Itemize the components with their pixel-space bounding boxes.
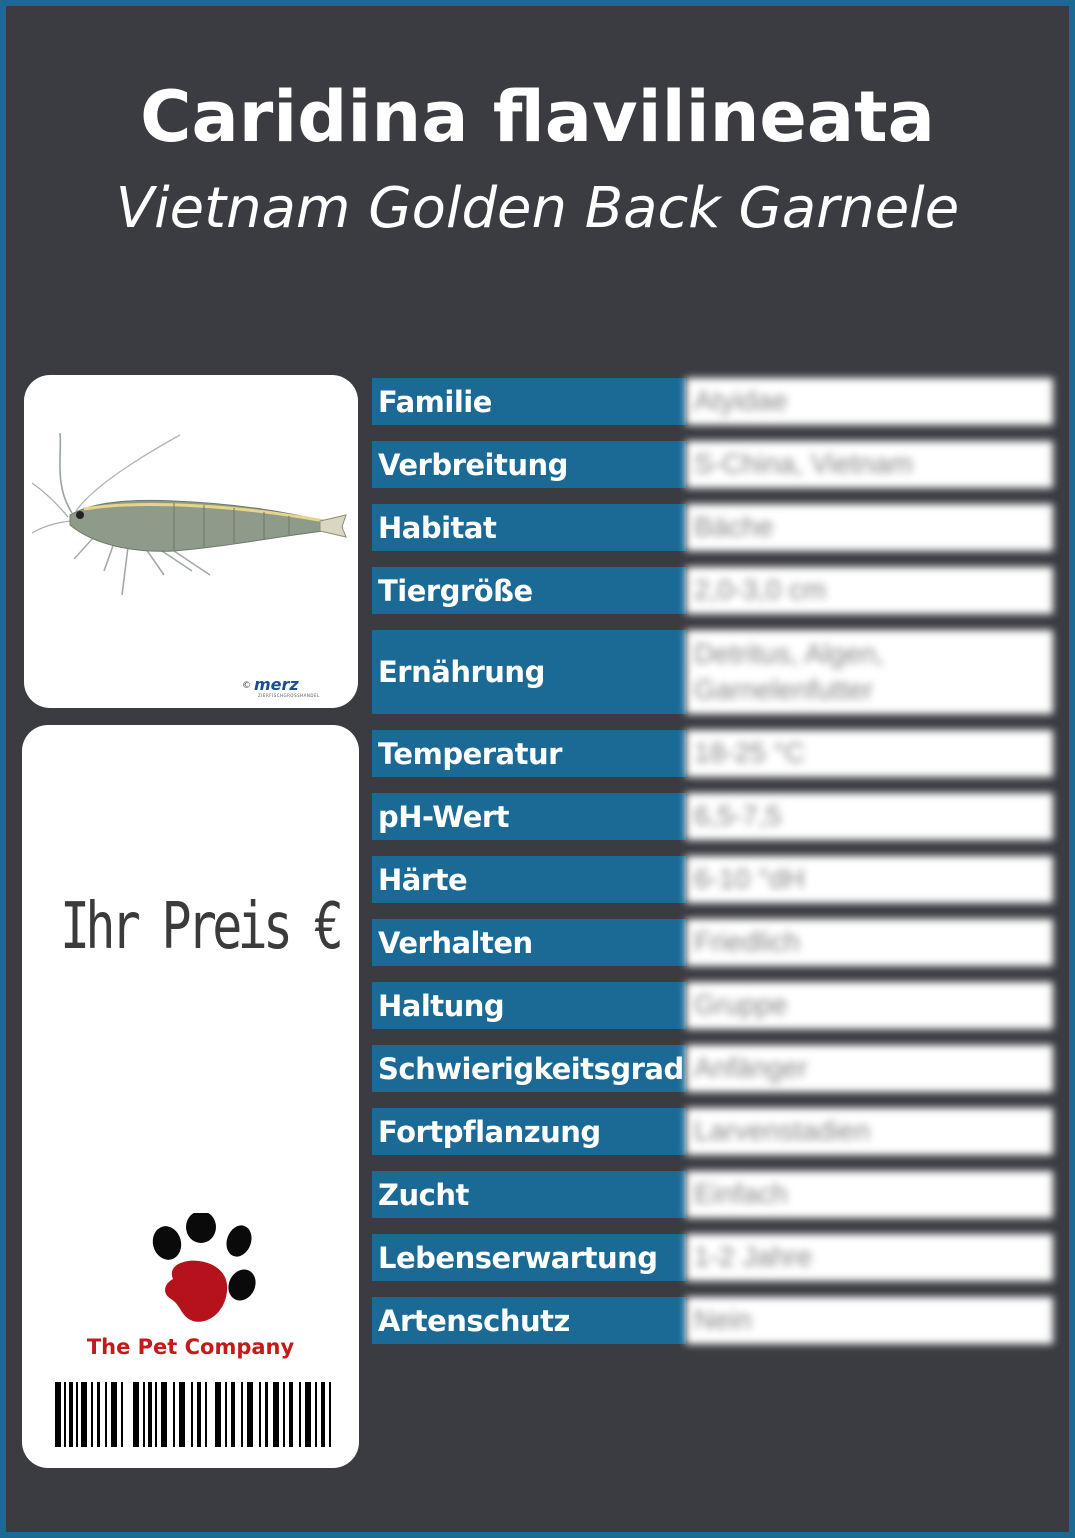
barcode-icon [55, 1382, 335, 1447]
fact-label: Haltung [372, 982, 686, 1029]
price-label: Ihr Preis € [60, 890, 340, 964]
facts-row-ernaehrung [372, 630, 1053, 714]
copyright-symbol: © [242, 681, 251, 691]
fact-value: 2,0-3,0 cm [686, 567, 1053, 614]
fact-label: Verbreitung [372, 441, 686, 488]
shrimp-photo [24, 375, 358, 708]
credit-brand: merz [254, 675, 299, 694]
fact-value: Gruppe [686, 982, 1053, 1029]
fact-value: 6,5-7,5 [686, 793, 1053, 840]
facts-row-tiergroesse [372, 567, 1053, 614]
fact-value: S-China, Vietnam [686, 441, 1053, 488]
fact-value: Einfach [686, 1171, 1053, 1218]
fact-value: Bäche [686, 504, 1053, 551]
fact-label: Schwierigkeitsgrad [372, 1045, 686, 1092]
fact-label: Tiergröße [372, 567, 686, 614]
price-panel [22, 725, 359, 1468]
page-title: Caridina flavilineata [140, 76, 935, 158]
fact-value: Nein [686, 1297, 1053, 1344]
fact-value: Detritus, Algen, Garnelenfutter [686, 630, 1053, 714]
facts-row-habitat [372, 504, 1053, 551]
fact-value: 18-25 °C [686, 730, 1053, 777]
facts-row-fortpflanzung [372, 1108, 1053, 1155]
facts-row-haltung [372, 982, 1053, 1029]
fact-label: Lebenserwartung [372, 1234, 686, 1281]
photo-credit [242, 675, 342, 699]
fact-label: Familie [372, 378, 686, 425]
facts-row-familie [372, 378, 1053, 425]
fact-label: Zucht [372, 1171, 686, 1218]
fact-value: 1-2 Jahre [686, 1234, 1053, 1281]
credit-subtitle: ZIERFISCHGROSSHANDEL [258, 693, 320, 698]
fact-value: Friedlich [686, 919, 1053, 966]
facts-row-temperatur [372, 730, 1053, 777]
fact-value: 6-10 °dH [686, 856, 1053, 903]
fact-value: Anfänger [686, 1045, 1053, 1092]
fact-label: Härte [372, 856, 686, 903]
fact-label: Fortpflanzung [372, 1108, 686, 1155]
company-name: The Pet Company [86, 1335, 295, 1359]
paw-logo-icon [137, 1213, 257, 1333]
fact-label: Ernährung [372, 630, 686, 714]
fact-label: Artenschutz [372, 1297, 686, 1344]
facts-row-artenschutz [372, 1297, 1053, 1344]
facts-row-verhalten [372, 919, 1053, 966]
photo-panel [24, 375, 358, 708]
fact-label: pH-Wert [372, 793, 686, 840]
fact-value: Larvenstadien [686, 1108, 1053, 1155]
fact-label: Habitat [372, 504, 686, 551]
fact-value: Atyidae [686, 378, 1053, 425]
fact-label: Temperatur [372, 730, 686, 777]
facts-row-schwierigkeitsgrad [372, 1045, 1053, 1092]
fact-label: Verhalten [372, 919, 686, 966]
page-subtitle: Vietnam Golden Back Garnele [115, 176, 960, 241]
facts-row-verbreitung [372, 441, 1053, 488]
facts-row-zucht [372, 1171, 1053, 1218]
facts-row-haerte [372, 856, 1053, 903]
facts-row-lebenserwartung [372, 1234, 1053, 1281]
info-card [6, 6, 1069, 1532]
facts-row-ph-wert [372, 793, 1053, 840]
